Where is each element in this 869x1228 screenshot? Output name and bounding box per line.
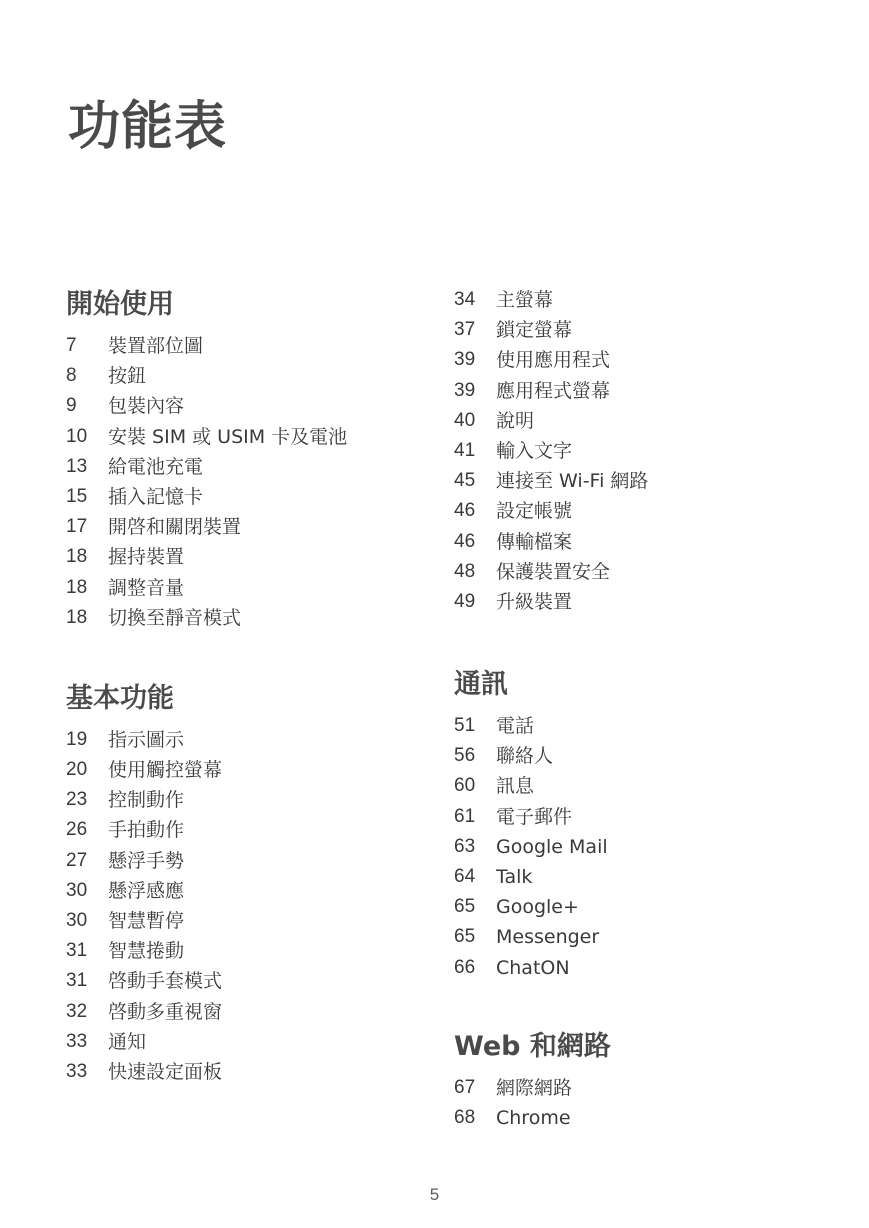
toc-entry[interactable] — [66, 785, 446, 815]
section-title: 開始使用 — [66, 289, 174, 320]
entry-page-number: 39 — [454, 379, 476, 401]
entry-page-number: 65 — [454, 926, 476, 948]
entry-label: 懸浮感應 — [108, 879, 185, 902]
entry-page-number: 40 — [454, 409, 476, 431]
entry-label: 連接至 Wi-Fi 網路 — [496, 470, 649, 493]
toc-entry[interactable] — [454, 802, 834, 832]
toc-entry[interactable] — [454, 922, 834, 952]
entry-label: 應用程式螢幕 — [496, 379, 611, 402]
entry-label: 設定帳號 — [496, 500, 573, 523]
entry-page-number: 31 — [66, 970, 88, 992]
entry-page-number: 33 — [66, 1060, 88, 1082]
toc-entry[interactable] — [66, 482, 446, 512]
entry-label: 電子郵件 — [496, 805, 573, 828]
entry-label: 快速設定面板 — [108, 1060, 223, 1083]
entry-label: 網際網路 — [496, 1076, 573, 1099]
toc-entry[interactable] — [454, 862, 834, 892]
entry-page-number: 37 — [454, 319, 476, 341]
entry-label: 按鈕 — [108, 365, 147, 388]
toc-right-column — [454, 285, 834, 1133]
entry-page-number: 18 — [66, 576, 88, 598]
toc-entry[interactable] — [454, 406, 834, 436]
entry-page-number: 68 — [454, 1106, 476, 1128]
toc-entry[interactable] — [454, 557, 834, 587]
entry-page-number: 18 — [66, 606, 88, 628]
entry-label: 包裝內容 — [108, 395, 185, 418]
toc-entry[interactable] — [454, 587, 834, 617]
toc-entry[interactable] — [66, 876, 446, 906]
entry-label: 電話 — [496, 715, 535, 738]
entry-page-number: 31 — [66, 940, 88, 962]
entry-page-number: 20 — [66, 759, 88, 781]
entry-page-number: 23 — [66, 789, 88, 811]
entry-list — [454, 711, 834, 983]
toc-entry[interactable] — [454, 1073, 834, 1103]
entry-label: 智慧暫停 — [108, 910, 185, 932]
section-spacer — [454, 983, 834, 1029]
toc-entry[interactable] — [454, 285, 834, 315]
entry-label: Chrome — [496, 1106, 571, 1129]
entry-label: 啓動多重視窗 — [108, 1000, 223, 1023]
toc-entry[interactable] — [454, 345, 834, 375]
entry-label: 通知 — [108, 1030, 147, 1053]
toc-entry[interactable] — [66, 452, 446, 482]
entry-page-number: 49 — [454, 590, 476, 612]
entry-page-number: 41 — [454, 439, 476, 461]
entry-label: 輸入文字 — [496, 439, 573, 462]
page-number: 5 — [429, 1185, 440, 1204]
entry-page-number: 51 — [454, 715, 476, 737]
section-title: Web 和網路 — [454, 1030, 611, 1062]
entry-label: 調整音量 — [108, 576, 185, 599]
entry-page-number: 30 — [66, 910, 88, 931]
entry-page-number: 15 — [66, 485, 88, 507]
entry-page-number: 32 — [66, 1000, 88, 1022]
entry-label: 指示圖示 — [108, 728, 185, 751]
toc-entry[interactable] — [66, 331, 446, 361]
entry-label: 智慧捲動 — [108, 940, 185, 963]
toc-entry[interactable] — [454, 771, 834, 801]
entry-label: Google+ — [496, 896, 579, 919]
toc-entry[interactable] — [454, 741, 834, 771]
entry-page-number: 19 — [66, 728, 88, 750]
entry-page-number: 60 — [454, 775, 476, 797]
entry-label: 啓動手套模式 — [108, 970, 223, 993]
toc-entry[interactable] — [66, 846, 446, 876]
entry-page-number: 39 — [454, 349, 476, 371]
entry-page-number: 67 — [454, 1076, 476, 1098]
entry-page-number: 33 — [66, 1030, 88, 1052]
toc-entry[interactable] — [454, 315, 834, 345]
entry-label: Messenger — [496, 926, 600, 949]
section-spacer — [454, 617, 834, 667]
entry-page-number: 18 — [66, 546, 88, 568]
entry-label: 給電池充電 — [108, 455, 204, 478]
toc-entry[interactable] — [454, 376, 834, 406]
toc-entry[interactable] — [454, 436, 834, 466]
toc-entry[interactable] — [454, 527, 834, 557]
toc-entry[interactable] — [66, 391, 446, 421]
entry-label: Talk — [496, 866, 533, 888]
toc-section-getting-started — [66, 287, 446, 633]
toc-entry[interactable] — [66, 966, 446, 996]
toc-entry[interactable] — [66, 1027, 446, 1057]
entry-page-number: 45 — [454, 470, 476, 492]
entry-label: 切換至靜音模式 — [108, 606, 242, 629]
entry-page-number: 9 — [66, 395, 77, 417]
toc-entry[interactable] — [66, 573, 446, 603]
entry-label: 安裝 SIM 或 USIM 卡及電池 — [108, 425, 348, 448]
entry-label: 鎖定螢幕 — [496, 319, 573, 342]
entry-label: 說明 — [496, 409, 535, 432]
entry-page-number: 7 — [66, 335, 77, 356]
toc-entry[interactable] — [66, 1057, 446, 1087]
toc-section-continued — [454, 285, 834, 617]
toc-entry[interactable] — [454, 953, 834, 983]
entry-page-number: 63 — [454, 835, 476, 857]
toc-entry[interactable] — [66, 542, 446, 572]
entry-page-number: 10 — [66, 425, 88, 447]
toc-entry[interactable] — [66, 603, 446, 633]
entry-page-number: 56 — [454, 745, 476, 767]
entry-label: 懸浮手勢 — [108, 849, 185, 872]
entry-list — [66, 725, 446, 1087]
toc-left-column — [66, 287, 446, 1087]
toc-section-communication — [454, 667, 834, 983]
toc-section-web-network — [454, 1029, 834, 1133]
entry-page-number: 64 — [454, 866, 476, 887]
toc-entry[interactable] — [66, 936, 446, 966]
entry-label: 使用觸控螢幕 — [108, 759, 223, 782]
section-title: 通訊 — [454, 669, 508, 701]
entry-page-number: 27 — [66, 849, 88, 871]
entry-page-number: 8 — [66, 365, 77, 387]
entry-label: ChatON — [496, 956, 570, 979]
entry-page-number: 46 — [454, 530, 476, 552]
entry-label: 插入記憶卡 — [108, 485, 204, 508]
entry-page-number: 65 — [454, 896, 476, 918]
page-title: 功能表 — [68, 97, 228, 157]
toc-entry[interactable] — [66, 361, 446, 391]
toc-section-basic-functions — [66, 681, 446, 1087]
entry-list — [454, 1073, 834, 1133]
toc-entry[interactable] — [66, 725, 446, 755]
entry-list — [66, 331, 446, 633]
entry-label: 使用應用程式 — [496, 349, 611, 372]
entry-page-number: 26 — [66, 819, 88, 841]
entry-page-number: 13 — [66, 455, 88, 477]
entry-label: 握持裝置 — [108, 546, 185, 569]
entry-list — [454, 285, 834, 617]
entry-label: 手拍動作 — [108, 819, 185, 842]
section-title: 基本功能 — [66, 682, 174, 714]
toc-entry[interactable] — [66, 512, 446, 542]
toc-entry[interactable] — [454, 496, 834, 526]
entry-label: 開啓和關閉裝置 — [108, 516, 242, 539]
entry-label: 裝置部位圖 — [108, 335, 204, 357]
entry-page-number: 17 — [66, 516, 88, 538]
toc-entry[interactable] — [454, 711, 834, 741]
toc-entry[interactable] — [66, 997, 446, 1027]
toc-entry[interactable] — [66, 906, 446, 936]
toc-entry[interactable] — [454, 892, 834, 922]
entry-label: 控制動作 — [108, 789, 185, 812]
entry-page-number: 48 — [454, 560, 476, 582]
entry-page-number: 34 — [454, 289, 476, 310]
toc-entry[interactable] — [66, 815, 446, 845]
section-spacer — [66, 633, 446, 681]
entry-page-number: 46 — [454, 500, 476, 522]
toc-entry[interactable] — [454, 466, 834, 496]
entry-label: 聯絡人 — [496, 745, 554, 768]
entry-label: 保護裝置安全 — [496, 560, 611, 583]
entry-page-number: 30 — [66, 879, 88, 901]
entry-page-number: 66 — [454, 956, 476, 978]
toc-entry[interactable] — [66, 422, 446, 452]
toc-entry[interactable] — [454, 832, 834, 862]
toc-entry[interactable] — [66, 755, 446, 785]
entry-label: 傳輸檔案 — [496, 530, 573, 553]
entry-label: Google Mail — [496, 835, 608, 858]
entry-label: 訊息 — [496, 775, 535, 798]
entry-label: 主螢幕 — [496, 289, 554, 311]
entry-page-number: 61 — [454, 805, 476, 827]
toc-entry[interactable] — [454, 1103, 834, 1133]
entry-label: 升級裝置 — [496, 590, 573, 613]
